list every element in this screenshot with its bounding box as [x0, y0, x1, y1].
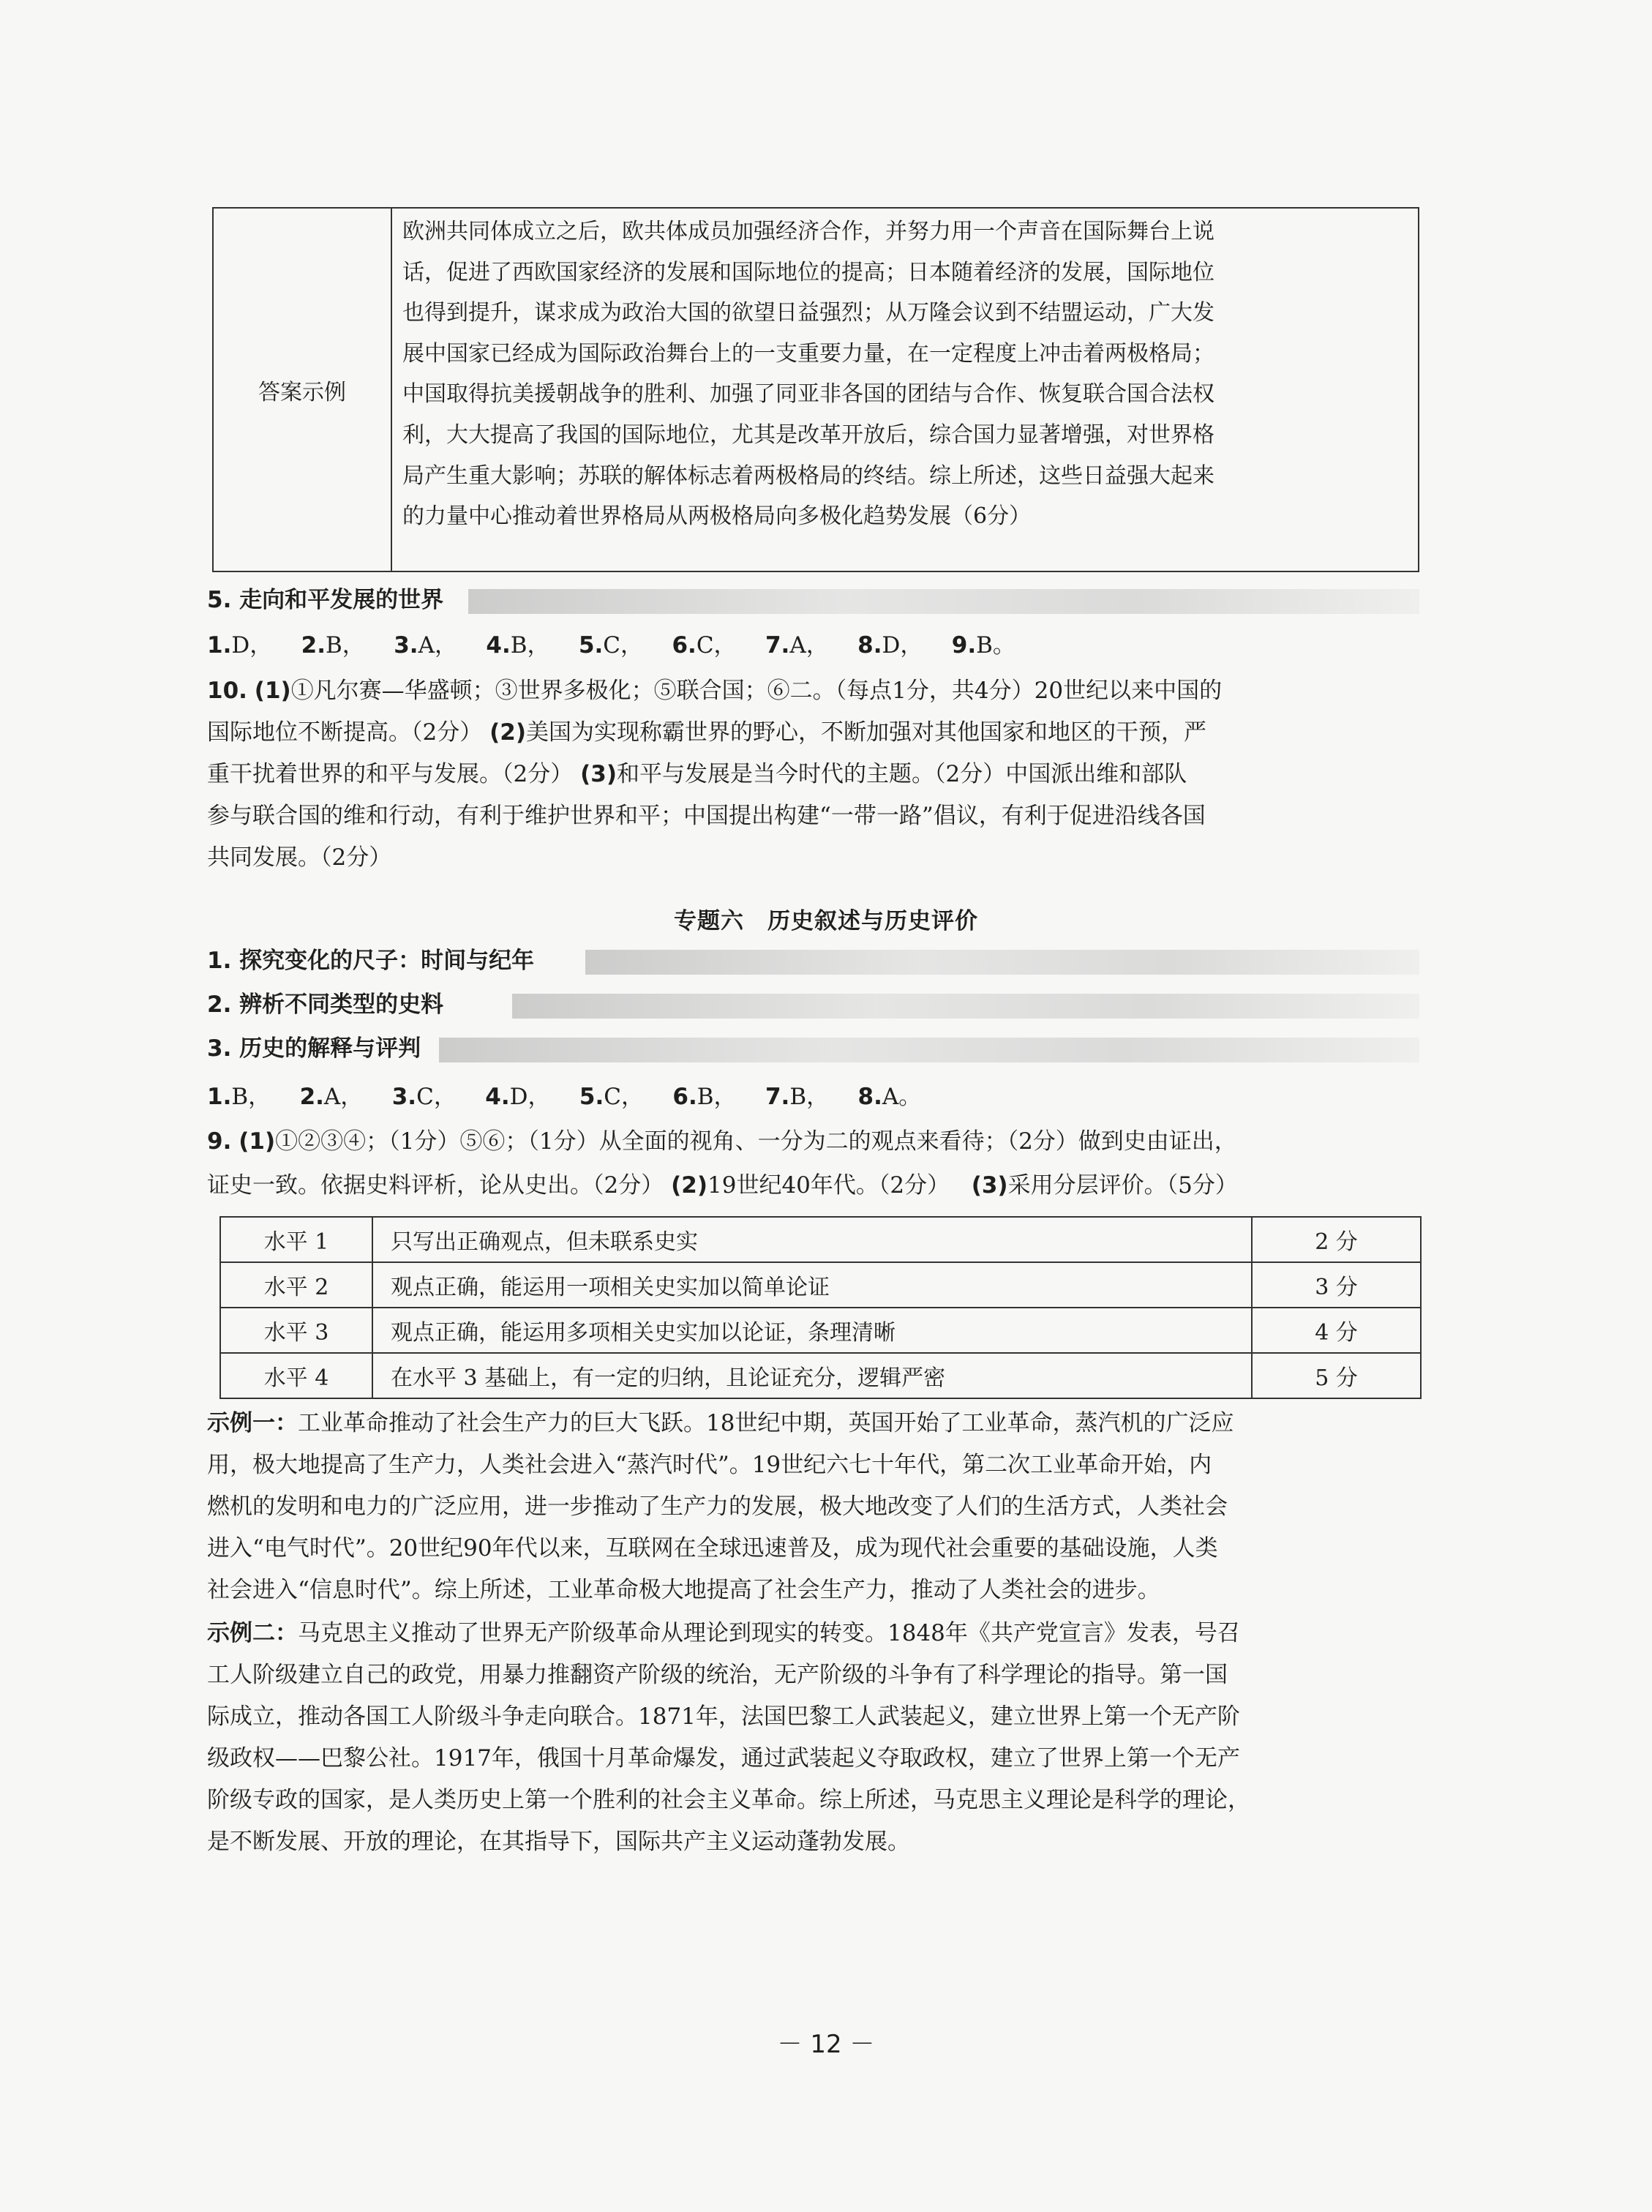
- q10-line-3: [207, 760, 1422, 789]
- answer-sample-table: [212, 207, 1419, 572]
- example1-line: 社会进入“信息时代”。综上所述，工业革命极大地提高了社会生产力，推动了人类社会的进步。: [207, 1577, 1160, 1603]
- part-label: (2): [671, 1172, 707, 1199]
- example2-line-1: [207, 1619, 1422, 1648]
- score-cell: 3 分: [1252, 1262, 1421, 1308]
- mc-number: 4.: [486, 632, 511, 659]
- q9-line-2: [207, 1171, 1422, 1200]
- part-label: (3): [971, 1172, 1008, 1199]
- mc-number: 8.: [857, 632, 882, 659]
- example2-line: 阶级专政的国家，是人类历史上第一个胜利的社会主义革命。综上所述，马克思主义理论是科学的理论，: [207, 1787, 1250, 1813]
- example2-line: 级政权——巴黎公社。1917年，俄国十月革命爆发，通过武装起义夺取政权，建立了世界上第一个无产: [207, 1745, 1240, 1772]
- q9-number: 9.: [207, 1128, 232, 1155]
- example1-line: 用，极大地提高了生产力，人类社会进入“蒸汽时代”。19世纪六七十年代，第二次工业革命开始，内: [207, 1452, 1212, 1478]
- q10-text: 美国为实现称霸世界的野心，不断加强对其他国家和地区的干预，严: [526, 719, 1206, 746]
- topic6-subheading-3: 3. 历史的解释与评判: [207, 1035, 421, 1062]
- mc-answer: D，: [231, 632, 273, 659]
- part-label: (1): [239, 1128, 276, 1155]
- mc-number: 9.: [951, 632, 977, 659]
- mc-answer: C，: [696, 632, 737, 659]
- answer-line: 的力量中心推动着世界格局从两极格局向多极化趋势发展（6分）: [402, 503, 1032, 530]
- mc-answer: C，: [603, 632, 644, 659]
- score-cell: 2 分: [1252, 1217, 1421, 1262]
- mc-answer: B，: [510, 632, 550, 659]
- part-label: (2): [489, 719, 526, 746]
- section5-mc-answers: [207, 631, 1422, 660]
- q10-line-4: 参与联合国的维和行动，有利于维护世界和平；中国提出构建“一带一路”倡议，有利于促进沿线各国: [207, 803, 1206, 829]
- mc-answer: C，: [416, 1084, 457, 1110]
- mc-answer: B，: [231, 1084, 271, 1110]
- mc-number: 1.: [207, 1084, 232, 1110]
- q10-text: 重干扰着世界的和平与发展。（2分）: [207, 761, 574, 787]
- topic6-mc-answers: [207, 1082, 1422, 1111]
- mc-number: 1.: [207, 632, 232, 659]
- answer-line: 也得到提升，谋求成为政治大国的欲望日益强烈；从万隆会议到不结盟运动，广大发: [402, 300, 1214, 326]
- description-cell: 只写出正确观点，但未联系史实: [372, 1217, 1252, 1262]
- example2-line: 工人阶级建立自己的政党，用暴力推翻资产阶级的统治，无产阶级的斗争有了科学理论的指导。第一国: [207, 1662, 1228, 1688]
- level-cell: 水平 4: [220, 1353, 372, 1398]
- answer-line: 局产生重大影响；苏联的解体标志着两极格局的终结。综上所述，这些日益强大起来: [402, 462, 1214, 489]
- mc-number: 7.: [765, 1084, 790, 1110]
- q9-line-1: [207, 1127, 1422, 1156]
- answer-sample-label: 答案示例: [214, 209, 392, 571]
- table-row: [220, 1217, 1421, 1262]
- example1-line: 进入“电气时代”。20世纪90年代以来，互联网在全球迅速普及，成为现代社会重要的基础设施，人类: [207, 1535, 1218, 1561]
- q10-text: ①凡尔赛—华盛顿；③世界多极化；⑤联合国；⑥二。（每点1分，共4分）20世纪以来中国的: [290, 678, 1223, 704]
- evaluation-level-table: [219, 1216, 1422, 1399]
- answer-line: 欧洲共同体成立之后，欧共体成员加强经济合作，并努力用一个声音在国际舞台上说: [402, 219, 1214, 244]
- q10-line-1: [207, 676, 1422, 705]
- score-cell: 4 分: [1252, 1308, 1421, 1353]
- mc-number: 7.: [765, 632, 790, 659]
- q9-text: 采用分层评价。（5分）: [1007, 1172, 1238, 1199]
- mc-number: 5.: [578, 632, 604, 659]
- mc-answer: A，: [789, 632, 829, 659]
- example2-text: 马克思主义推动了世界无产阶级革命从理论到现实的转变。1848年《共产党宣言》发表，号召: [298, 1620, 1240, 1646]
- table-row: [220, 1308, 1421, 1353]
- mc-answer: A，: [323, 1084, 364, 1110]
- level-cell: 水平 1: [220, 1217, 372, 1262]
- part-label: (3): [580, 761, 617, 787]
- mc-number: 4.: [485, 1084, 510, 1110]
- level-cell: 水平 2: [220, 1262, 372, 1308]
- mc-number: 3.: [391, 1084, 417, 1110]
- q10-text: 国际地位不断提高。（2分）: [207, 719, 483, 746]
- mc-number: 5.: [579, 1084, 604, 1110]
- answer-line: 利，大大提高了我国的国际地位，尤其是改革开放后，综合国力显著增强，对世界格: [402, 421, 1214, 448]
- q10-text: 和平与发展是当今时代的主题。（2分）中国派出维和部队: [617, 761, 1187, 787]
- q10-number: 10.: [207, 678, 247, 704]
- mc-answer: D，: [882, 632, 923, 659]
- mc-answer: B。: [976, 632, 1015, 659]
- mc-answer: C，: [604, 1084, 644, 1110]
- level-cell: 水平 3: [220, 1308, 372, 1353]
- example2-line: 际成立，推动各国工人阶级斗争走向联合。1871年，法国巴黎工人武装起义，建立世界上第一个无产阶: [207, 1703, 1240, 1730]
- q9-text: 19世纪40年代。（2分）: [707, 1172, 950, 1199]
- example1-text: 工业革命推动了社会生产力的巨大飞跃。18世纪中期，英国开始了工业革命，蒸汽机的广泛应: [298, 1410, 1234, 1436]
- example2-line: 是不断发展、开放的理论，在其指导下，国际共产主义运动蓬勃发展。: [207, 1829, 910, 1855]
- answer-sample-text: [402, 211, 1412, 537]
- description-cell: 观点正确，能运用一项相关史实加以简单论证: [372, 1262, 1252, 1308]
- answer-line: 展中国家已经成为国际政治舞台上的一支重要力量，在一定程度上冲击着两极格局；: [402, 340, 1214, 367]
- score-cell: 5 分: [1252, 1353, 1421, 1398]
- mc-number: 2.: [301, 632, 326, 659]
- example2-label: 示例二：: [207, 1620, 298, 1646]
- mc-answer: B，: [697, 1084, 737, 1110]
- part-label: (1): [254, 678, 291, 704]
- example1-line: 燃机的发明和电力的广泛应用，进一步推动了生产力的发展，极大地改变了人们的生活方式，人类社会: [207, 1493, 1228, 1520]
- mc-answer: D，: [509, 1084, 551, 1110]
- q9-text: ①②③④；（1分）⑤⑥；（1分）从全面的视角、一分为二的观点来看待；（2分）做到史由证出，: [275, 1128, 1237, 1155]
- topic6-subheading-1: 1. 探究变化的尺子：时间与纪年: [207, 948, 535, 974]
- answer-line: 中国取得抗美援朝战争的胜利、加强了同亚非各国的团结与合作、恢复联合国合法权: [402, 381, 1214, 408]
- section5-heading: 5. 走向和平发展的世界: [207, 587, 444, 613]
- topic6-subheading-2: 2. 辨析不同类型的史料: [207, 991, 444, 1018]
- mc-answer: A。: [882, 1084, 922, 1110]
- mc-number: 6.: [672, 1084, 697, 1110]
- topic6-title: 专题六 历史叙述与历史评价: [674, 908, 978, 934]
- mc-answer: A，: [418, 632, 457, 659]
- mc-answer: B，: [326, 632, 365, 659]
- table-row: [220, 1262, 1421, 1308]
- q10-line-5: 共同发展。（2分）: [207, 844, 392, 871]
- mc-number: 2.: [299, 1084, 324, 1110]
- description-cell: 在水平 3 基础上，有一定的归纳，且论证充分，逻辑严密: [372, 1353, 1252, 1398]
- q9-text: 证史一致。依据史料评析，论从史出。（2分）: [207, 1172, 664, 1199]
- q10-line-2: [207, 718, 1422, 747]
- description-cell: 观点正确，能运用多项相关史实加以论证，条理清晰: [372, 1308, 1252, 1353]
- answer-line: 话，促进了西欧国家经济的发展和国际地位的提高；日本随着经济的发展，国际地位: [402, 259, 1214, 285]
- mc-number: 8.: [857, 1084, 882, 1110]
- mc-answer: B，: [789, 1084, 830, 1110]
- page-number: － 12 －: [777, 2030, 875, 2059]
- mc-number: 3.: [394, 632, 418, 659]
- example1-label: 示例一：: [207, 1410, 298, 1436]
- table-row: [220, 1353, 1421, 1398]
- mc-number: 6.: [672, 632, 697, 659]
- example1-line-1: [207, 1409, 1422, 1438]
